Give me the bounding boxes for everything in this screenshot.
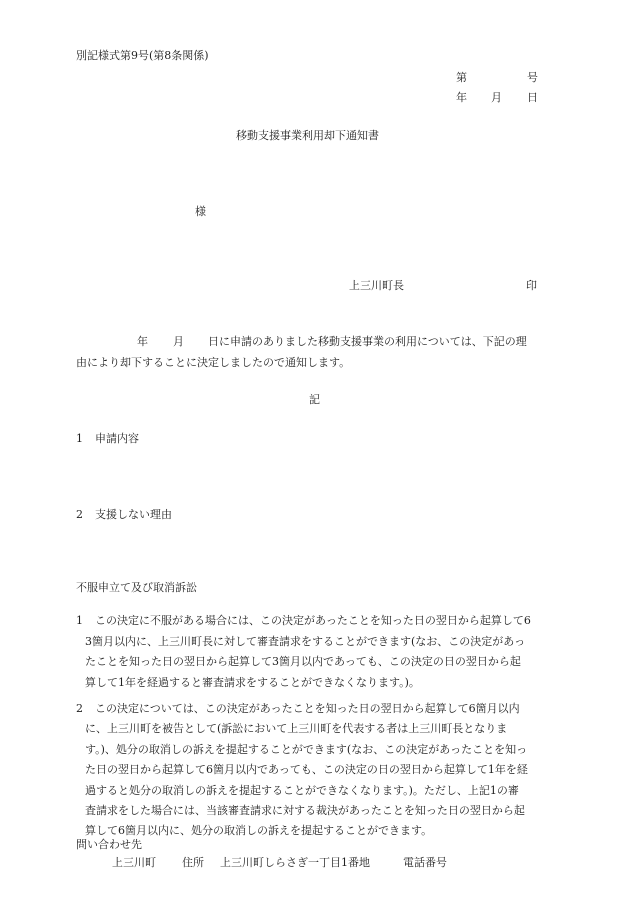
body-line-1: 日に申請のありました移動支援事業の利用については、下記の理: [208, 335, 527, 348]
contact-address: 上三川町しらさぎ一丁目1番地: [220, 856, 370, 869]
body-year: 年: [137, 335, 148, 348]
appeal-item-2-line-1: この決定については、この決定があったことを知った日の翌日から起算して6箇月以内: [95, 702, 520, 715]
appeal-heading: 不服申立て及び取消訴訟: [76, 581, 197, 594]
ki-mark: 記: [309, 393, 320, 406]
seal-mark: 印: [526, 279, 537, 292]
appeal-item-2-number: 2: [76, 702, 83, 715]
doc-number-suffix: 号: [527, 71, 538, 84]
form-label: 別記様式第9号(第8条関係): [76, 49, 209, 62]
appeal-item-2-line-3: す。)、処分の取消しの訴えを提起することができます(なお、この決定があったことを知っ: [85, 743, 528, 756]
date-day: 日: [527, 91, 538, 104]
appeal-item-2-line-4: た日の翌日から起算して6箇月以内であっても、この決定の日の翌日から起算して1年を経: [85, 763, 528, 776]
issuer-name: 上三川町長: [349, 279, 404, 292]
appeal-item-1-line-4: 算して1年を経過すると審査請求をすることができなくなります。)。: [85, 676, 420, 689]
section-2-label: 支援しない理由: [95, 508, 172, 521]
section-1-number: 1: [76, 432, 83, 445]
recipient-suffix: 様: [195, 205, 206, 218]
section-1-label: 申請内容: [95, 432, 139, 445]
contact-phone-label: 電話番号: [403, 856, 447, 869]
date-month: 月: [491, 91, 502, 104]
appeal-item-2-line-6: 査請求をした場合には、当該審査請求に対する裁決があったことを知った日の翌日から起: [85, 804, 525, 817]
appeal-item-1-line-1: この決定に不服がある場合には、この決定があったことを知った日の翌日から起算して6: [95, 614, 531, 627]
body-month: 月: [173, 335, 184, 348]
contact-address-label: 住所: [182, 856, 204, 869]
doc-number-prefix: 第: [456, 71, 467, 84]
section-2-number: 2: [76, 508, 83, 521]
date-year: 年: [456, 91, 467, 104]
body-line-2: 由により却下することに決定しましたので通知します。: [76, 356, 351, 369]
appeal-item-2-line-2: に、上三川町を被告として(訴訟において上三川町を代表する者は上三川町長となりま: [85, 722, 508, 735]
appeal-item-2-line-5: 過すると処分の取消しの訴えを提起することができなくなります。)。ただし、上記1の審: [85, 784, 519, 797]
appeal-item-1-line-3: たことを知った日の翌日から起算して3箇月以内であっても、この決定の日の翌日から起: [85, 655, 521, 668]
contact-org: 上三川町: [112, 856, 156, 869]
appeal-item-1-line-2: 3箇月以内に、上三川町長に対して審査請求をすることができます(なお、この決定があっ: [85, 635, 526, 648]
document-title: 移動支援事業利用却下通知書: [236, 129, 379, 142]
contact-heading: 問い合わせ先: [76, 838, 142, 851]
appeal-item-1-number: 1: [76, 614, 83, 627]
appeal-item-2-line-7: 算して6箇月以内に、処分の取消しの訴えを提起することができます。: [85, 824, 433, 837]
